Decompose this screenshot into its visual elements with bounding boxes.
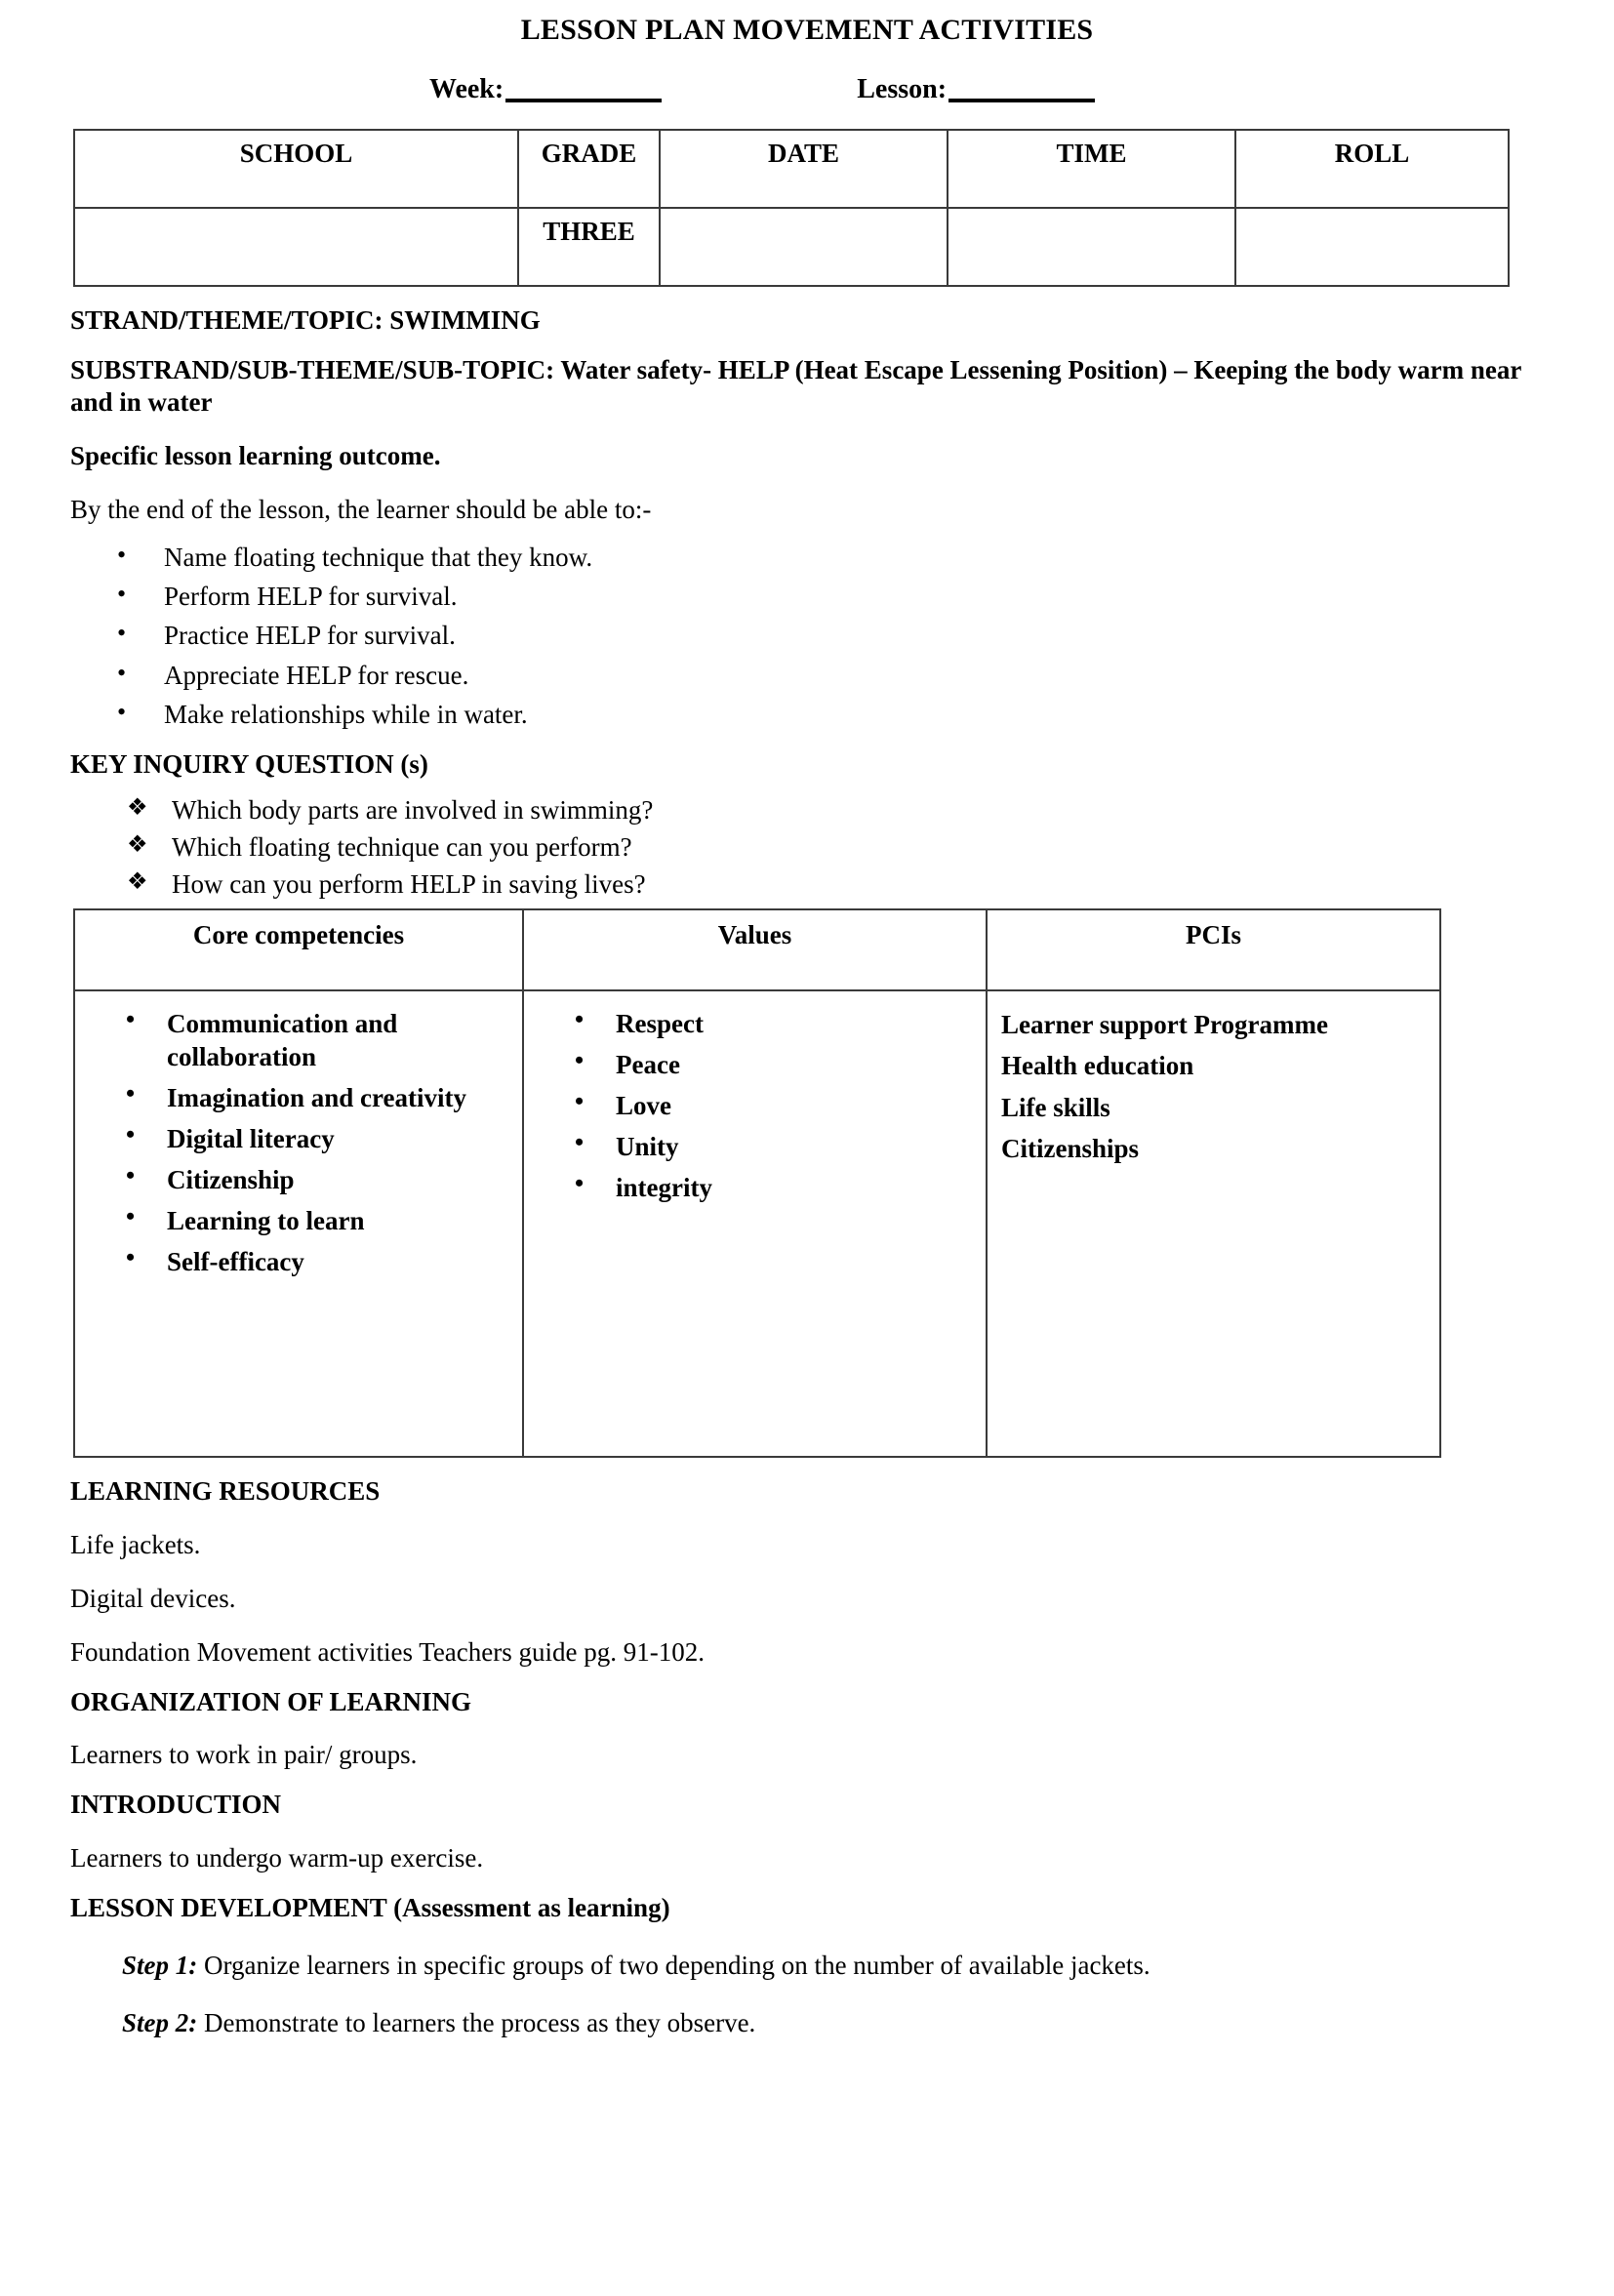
key-inquiry-heading: KEY INQUIRY QUESTION (s) bbox=[70, 748, 428, 779]
organization-heading: ORGANIZATION OF LEARNING bbox=[70, 1686, 472, 1716]
column-header-time: TIME bbox=[948, 130, 1235, 208]
step-line bbox=[122, 2007, 1614, 2039]
column-header-core-competencies: Core competencies bbox=[74, 909, 523, 990]
cell-values bbox=[523, 990, 987, 1457]
cell-date[interactable] bbox=[660, 208, 948, 286]
learning-resource-item: Digital devices. bbox=[70, 1583, 236, 1613]
lesson-label: Lesson: bbox=[857, 74, 948, 104]
column-header-date: DATE bbox=[660, 130, 948, 208]
week-lesson-row bbox=[0, 74, 1614, 105]
list-item: • Respect bbox=[575, 1007, 976, 1040]
learning-outcomes-list bbox=[0, 542, 1614, 731]
list-item: ❖ How can you perform HELP in saving lives? bbox=[127, 868, 1614, 900]
specific-outcome-heading: Specific lesson learning outcome. bbox=[70, 440, 441, 470]
step-label: Step 2: bbox=[122, 2008, 198, 2038]
list-item: • Make relationships while in water. bbox=[117, 699, 1614, 730]
list-item: • Learning to learn bbox=[126, 1204, 512, 1237]
cell-grade[interactable]: THREE bbox=[518, 208, 660, 286]
competencies-values-pcis-table bbox=[73, 908, 1441, 1458]
pcis-list bbox=[997, 1007, 1430, 1167]
organization-text: Learners to work in pair/ groups. bbox=[70, 1740, 418, 1770]
substrand-line: SUBSTRAND/SUB-THEME/SUB-TOPIC: Water safety- HELP (Heat Escape Lessening Position) – Keeping the body warm near and in water bbox=[70, 354, 1521, 417]
table-header-row bbox=[74, 909, 1440, 990]
cell-school[interactable] bbox=[74, 208, 518, 286]
column-header-roll: ROLL bbox=[1235, 130, 1509, 208]
table-row bbox=[74, 208, 1509, 286]
page-title: LESSON PLAN MOVEMENT ACTIVITIES bbox=[520, 14, 1094, 46]
specific-outcome-intro: By the end of the lesson, the learner should be able to:- bbox=[70, 494, 652, 524]
key-inquiry-questions-list bbox=[0, 794, 1614, 901]
step-text: Demonstrate to learners the process as they observe. bbox=[197, 2008, 756, 2038]
list-item: Learner support Programme bbox=[1001, 1009, 1328, 1039]
list-item: • Name floating technique that they know. bbox=[117, 542, 1614, 573]
list-item: • Citizenship bbox=[126, 1163, 512, 1196]
list-item: • Practice HELP for survival. bbox=[117, 620, 1614, 651]
list-item: • Perform HELP for survival. bbox=[117, 581, 1614, 612]
lesson-info-table bbox=[73, 129, 1510, 287]
list-item: Health education bbox=[1001, 1051, 1194, 1081]
strand-line: STRAND/THEME/TOPIC: SWIMMING bbox=[70, 305, 541, 335]
step-label: Step 1: bbox=[122, 1951, 198, 1981]
cell-pcis bbox=[987, 990, 1440, 1457]
introduction-heading: INTRODUCTION bbox=[70, 1790, 282, 1820]
column-header-values: Values bbox=[523, 909, 987, 990]
list-item: • Digital literacy bbox=[126, 1122, 512, 1155]
column-header-school: SCHOOL bbox=[74, 130, 518, 208]
list-item: • Communication and collaboration bbox=[126, 1007, 512, 1073]
values-list bbox=[534, 1007, 976, 1204]
list-item: Citizenships bbox=[1001, 1134, 1140, 1164]
introduction-text: Learners to undergo warm-up exercise. bbox=[70, 1843, 484, 1873]
list-item: • Imagination and creativity bbox=[126, 1081, 512, 1114]
step-text: Organize learners in specific groups of two depending on the number of available jackets. bbox=[197, 1951, 1150, 1981]
list-item: • Love bbox=[575, 1089, 976, 1122]
column-header-pcis: PCIs bbox=[987, 909, 1440, 990]
list-item: ❖ Which body parts are involved in swimming? bbox=[127, 794, 1614, 826]
core-competencies-list bbox=[85, 1007, 512, 1278]
document-page bbox=[0, 14, 1614, 2296]
lesson-development-heading: LESSON DEVELOPMENT (Assessment as learning) bbox=[70, 1893, 670, 1923]
list-item: • Peace bbox=[575, 1048, 976, 1081]
week-input-blank[interactable] bbox=[505, 79, 662, 102]
lesson-input-blank[interactable] bbox=[948, 79, 1095, 102]
table-header-row bbox=[74, 130, 1509, 208]
week-label: Week: bbox=[429, 74, 504, 104]
list-item: Life skills bbox=[1001, 1092, 1110, 1122]
cell-core-competencies bbox=[74, 990, 523, 1457]
cell-roll[interactable] bbox=[1235, 208, 1509, 286]
learning-resources-heading: LEARNING RESOURCES bbox=[70, 1475, 381, 1506]
list-item: ❖ Which floating technique can you perform? bbox=[127, 831, 1614, 863]
column-header-grade: GRADE bbox=[518, 130, 660, 208]
learning-resource-item: Foundation Movement activities Teachers guide pg. 91-102. bbox=[70, 1636, 705, 1667]
list-item: • integrity bbox=[575, 1171, 976, 1204]
cell-time[interactable] bbox=[948, 208, 1235, 286]
list-item: • Unity bbox=[575, 1130, 976, 1163]
list-item: • Appreciate HELP for rescue. bbox=[117, 660, 1614, 691]
learning-resource-item: Life jackets. bbox=[70, 1529, 201, 1559]
list-item: • Self-efficacy bbox=[126, 1245, 512, 1278]
table-row bbox=[74, 990, 1440, 1457]
step-line bbox=[122, 1950, 1614, 1982]
